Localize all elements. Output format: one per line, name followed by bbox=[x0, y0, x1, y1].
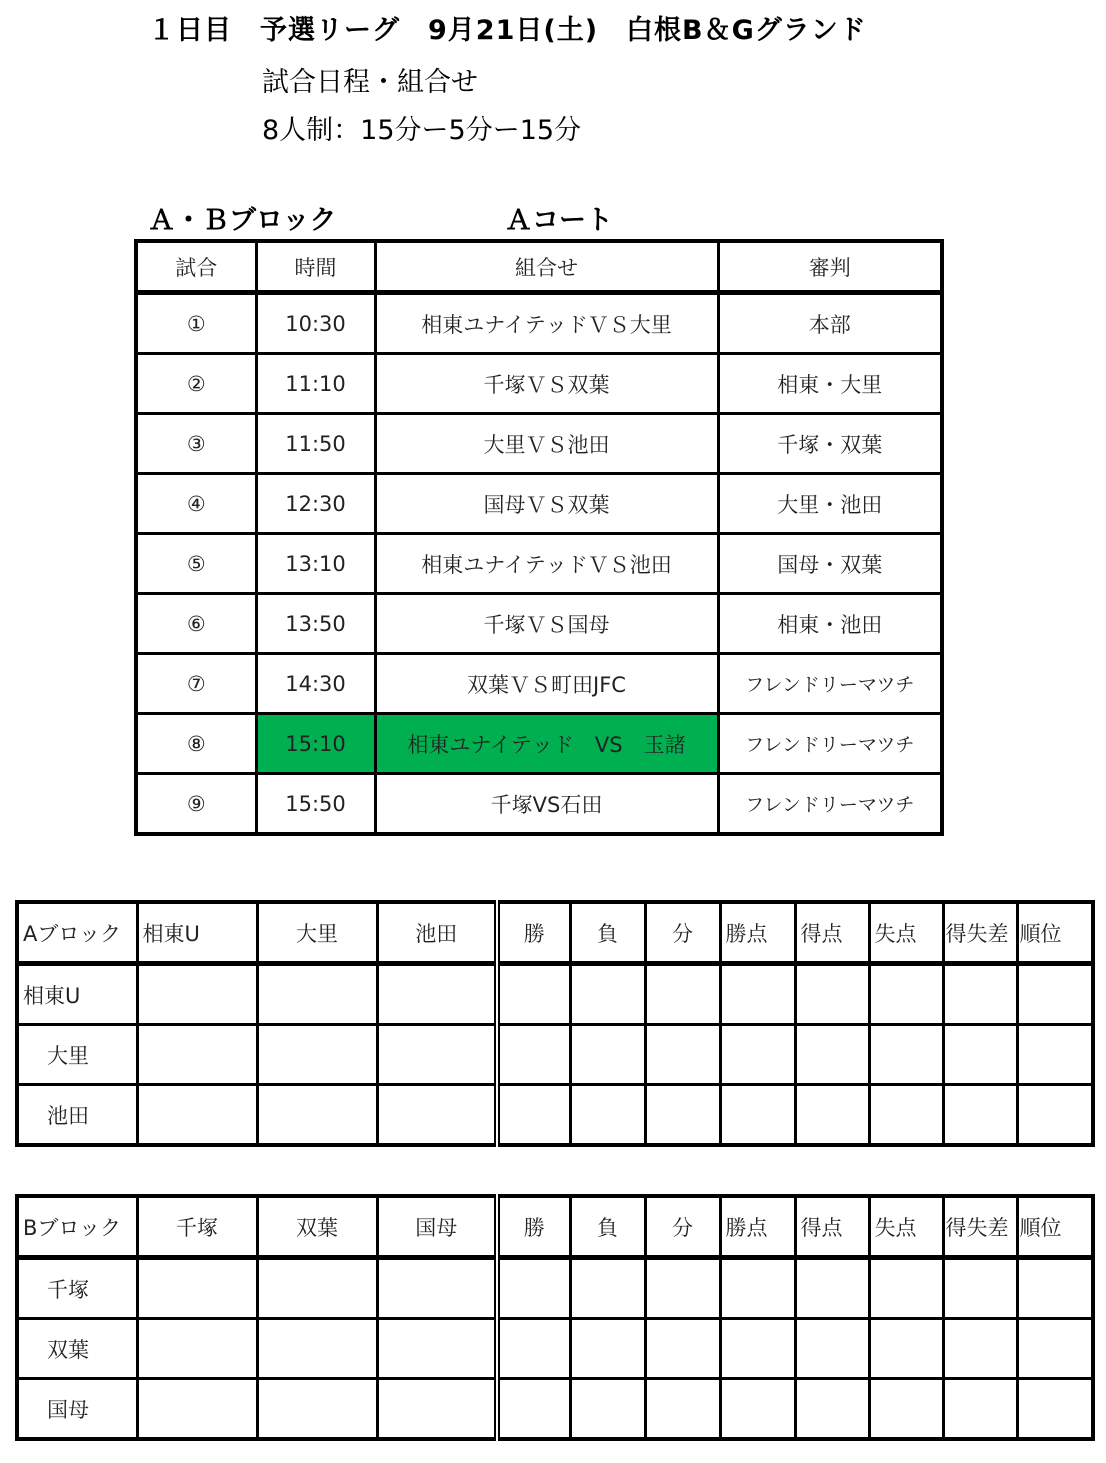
match-referee: 本部 bbox=[718, 293, 942, 354]
stat-header-goal-diff: 得失差 bbox=[943, 1196, 1017, 1258]
stat-cell bbox=[795, 1258, 869, 1319]
standings-row bbox=[17, 1025, 1093, 1085]
team-header: 池田 bbox=[377, 902, 497, 964]
match-no: ⑧ bbox=[136, 714, 256, 774]
stat-cell bbox=[1017, 964, 1093, 1025]
header-match-no: 試合 bbox=[136, 241, 256, 293]
team-name: 千塚 bbox=[17, 1258, 137, 1319]
stat-cell bbox=[869, 1319, 943, 1379]
header-time: 時間 bbox=[256, 241, 375, 293]
match-time: 13:10 bbox=[256, 534, 375, 594]
stat-cell bbox=[795, 964, 869, 1025]
match-referee: 千塚・双葉 bbox=[718, 414, 942, 474]
team-header: 国母 bbox=[377, 1196, 497, 1258]
stat-cell bbox=[720, 1319, 795, 1379]
stat-header-rank: 順位 bbox=[1017, 902, 1093, 964]
match-pairing: 大里ＶＳ池田 bbox=[375, 414, 718, 474]
block-a-standings bbox=[15, 900, 1095, 1147]
match-no: ① bbox=[136, 293, 256, 354]
match-referee: 国母・双葉 bbox=[718, 534, 942, 594]
stat-cell bbox=[1017, 1085, 1093, 1146]
stat-cell bbox=[869, 1258, 943, 1319]
match-format: 8人制：15分ー5分ー15分 bbox=[262, 115, 582, 146]
stat-cell bbox=[1017, 1258, 1093, 1319]
standings-header-row bbox=[17, 1196, 1093, 1258]
stat-cell bbox=[570, 1379, 645, 1440]
stat-cell bbox=[497, 1085, 570, 1146]
match-time: 13:50 bbox=[256, 594, 375, 654]
match-no: ② bbox=[136, 354, 256, 414]
stat-cell bbox=[1017, 1025, 1093, 1085]
stat-header-goals-for: 得点 bbox=[795, 1196, 869, 1258]
match-time: 15:10 bbox=[256, 714, 375, 774]
stat-cell bbox=[570, 1319, 645, 1379]
stat-cell bbox=[943, 1025, 1017, 1085]
result-cell bbox=[137, 1025, 257, 1085]
match-pairing: 双葉ＶＳ町田JFC bbox=[375, 654, 718, 714]
match-referee: 相東・池田 bbox=[718, 594, 942, 654]
block-name: Bブロック bbox=[17, 1196, 137, 1258]
team-name: 池田 bbox=[17, 1085, 137, 1146]
match-no: ⑨ bbox=[136, 774, 256, 835]
match-pairing: 千塚ＶＳ国母 bbox=[375, 594, 718, 654]
page-subtitle: 試合日程・組合せ bbox=[262, 67, 478, 98]
result-cell bbox=[137, 1379, 257, 1440]
schedule-row bbox=[136, 414, 942, 474]
header-pairing: 組合せ bbox=[375, 241, 718, 293]
match-pairing: 千塚ＶＳ双葉 bbox=[375, 354, 718, 414]
stat-cell bbox=[497, 1379, 570, 1440]
stat-cell bbox=[795, 1319, 869, 1379]
result-cell bbox=[377, 1379, 497, 1440]
stat-cell bbox=[869, 964, 943, 1025]
schedule-row bbox=[136, 354, 942, 414]
match-no: ④ bbox=[136, 474, 256, 534]
stat-cell bbox=[645, 964, 720, 1025]
stat-cell bbox=[570, 1085, 645, 1146]
stat-cell bbox=[570, 964, 645, 1025]
stat-header-losses: 負 bbox=[570, 1196, 645, 1258]
result-cell bbox=[137, 964, 257, 1025]
stat-cell bbox=[720, 1258, 795, 1319]
match-referee: 大里・池田 bbox=[718, 474, 942, 534]
schedule-row bbox=[136, 293, 942, 354]
result-cell bbox=[377, 964, 497, 1025]
schedule-row bbox=[136, 534, 942, 594]
schedule-row bbox=[136, 474, 942, 534]
match-time: 15:50 bbox=[256, 774, 375, 835]
schedule-row bbox=[136, 774, 942, 835]
schedule-row bbox=[136, 654, 942, 714]
stat-cell bbox=[645, 1319, 720, 1379]
match-pairing: 国母ＶＳ双葉 bbox=[375, 474, 718, 534]
result-cell bbox=[257, 964, 377, 1025]
result-cell bbox=[377, 1025, 497, 1085]
match-time: 12:30 bbox=[256, 474, 375, 534]
team-header: 千塚 bbox=[137, 1196, 257, 1258]
match-pairing: 相東ユナイテッド VS 玉諸 bbox=[375, 714, 718, 774]
stat-cell bbox=[943, 1319, 1017, 1379]
team-header: 相東U bbox=[137, 902, 257, 964]
result-cell bbox=[377, 1319, 497, 1379]
stat-cell bbox=[795, 1379, 869, 1440]
block-label: Ａ・Ｂブロック bbox=[148, 205, 337, 236]
match-time: 14:30 bbox=[256, 654, 375, 714]
stat-cell bbox=[720, 1379, 795, 1440]
match-no: ③ bbox=[136, 414, 256, 474]
stat-cell bbox=[497, 1258, 570, 1319]
stat-cell bbox=[1017, 1319, 1093, 1379]
stat-cell bbox=[570, 1258, 645, 1319]
standings-header-row bbox=[17, 902, 1093, 964]
match-time: 11:10 bbox=[256, 354, 375, 414]
stat-cell bbox=[869, 1085, 943, 1146]
result-cell bbox=[257, 1379, 377, 1440]
stat-cell bbox=[645, 1379, 720, 1440]
schedule-header-row bbox=[136, 241, 942, 293]
match-no: ⑥ bbox=[136, 594, 256, 654]
result-cell bbox=[377, 1258, 497, 1319]
stat-cell bbox=[497, 1319, 570, 1379]
stat-cell bbox=[645, 1085, 720, 1146]
stat-cell bbox=[720, 1025, 795, 1085]
match-time: 11:50 bbox=[256, 414, 375, 474]
stat-header-wins: 勝 bbox=[497, 1196, 570, 1258]
court-label: Ａコート bbox=[505, 205, 613, 236]
match-pairing: 相東ユナイテッドＶＳ池田 bbox=[375, 534, 718, 594]
standings-row bbox=[17, 1379, 1093, 1440]
stat-cell bbox=[943, 1085, 1017, 1146]
team-name: 国母 bbox=[17, 1379, 137, 1440]
schedule-table bbox=[134, 239, 944, 836]
match-time: 10:30 bbox=[256, 293, 375, 354]
result-cell bbox=[257, 1085, 377, 1146]
stat-cell bbox=[570, 1025, 645, 1085]
result-cell bbox=[137, 1258, 257, 1319]
stat-header-losses: 負 bbox=[570, 902, 645, 964]
result-cell bbox=[137, 1319, 257, 1379]
result-cell bbox=[257, 1025, 377, 1085]
team-header: 大里 bbox=[257, 902, 377, 964]
stat-cell bbox=[869, 1379, 943, 1440]
match-referee: フレンドリーマツチ bbox=[718, 714, 942, 774]
result-cell bbox=[377, 1085, 497, 1146]
stat-header-points: 勝点 bbox=[720, 1196, 795, 1258]
match-referee: 相東・大里 bbox=[718, 354, 942, 414]
stat-cell bbox=[645, 1025, 720, 1085]
block-b-standings bbox=[15, 1194, 1095, 1441]
schedule-row bbox=[136, 594, 942, 654]
match-no: ⑤ bbox=[136, 534, 256, 594]
match-pairing: 相東ユナイテッドＶＳ大里 bbox=[375, 293, 718, 354]
stat-cell bbox=[497, 964, 570, 1025]
stat-cell bbox=[720, 964, 795, 1025]
block-name: Aブロック bbox=[17, 902, 137, 964]
stat-header-goals-against: 失点 bbox=[869, 902, 943, 964]
stat-header-wins: 勝 bbox=[497, 902, 570, 964]
stat-cell bbox=[943, 1379, 1017, 1440]
team-name: 双葉 bbox=[17, 1319, 137, 1379]
stat-header-points: 勝点 bbox=[720, 902, 795, 964]
stat-cell bbox=[795, 1025, 869, 1085]
stat-cell bbox=[497, 1025, 570, 1085]
stat-header-draws: 分 bbox=[645, 902, 720, 964]
stat-cell bbox=[1017, 1379, 1093, 1440]
stat-header-goal-diff: 得失差 bbox=[943, 902, 1017, 964]
match-no: ⑦ bbox=[136, 654, 256, 714]
match-referee: フレンドリーマツチ bbox=[718, 774, 942, 835]
match-pairing: 千塚VS石田 bbox=[375, 774, 718, 835]
stat-header-draws: 分 bbox=[645, 1196, 720, 1258]
page-title: １日目 予選リーグ 9月21日(土) 白根B＆Gグランド bbox=[148, 15, 867, 46]
result-cell bbox=[257, 1319, 377, 1379]
header-referee: 審判 bbox=[718, 241, 942, 293]
result-cell bbox=[257, 1258, 377, 1319]
stat-header-goals-for: 得点 bbox=[795, 902, 869, 964]
team-name: 大里 bbox=[17, 1025, 137, 1085]
result-cell bbox=[137, 1085, 257, 1146]
standings-row bbox=[17, 964, 1093, 1025]
team-header: 双葉 bbox=[257, 1196, 377, 1258]
match-referee: フレンドリーマツチ bbox=[718, 654, 942, 714]
stat-cell bbox=[943, 1258, 1017, 1319]
stat-cell bbox=[720, 1085, 795, 1146]
stat-cell bbox=[795, 1085, 869, 1146]
stat-cell bbox=[943, 964, 1017, 1025]
standings-row bbox=[17, 1319, 1093, 1379]
stat-cell bbox=[645, 1258, 720, 1319]
team-name: 相東U bbox=[17, 964, 137, 1025]
stat-header-rank: 順位 bbox=[1017, 1196, 1093, 1258]
standings-row bbox=[17, 1258, 1093, 1319]
schedule-row-highlighted bbox=[136, 714, 942, 774]
stat-cell bbox=[869, 1025, 943, 1085]
standings-row bbox=[17, 1085, 1093, 1146]
stat-header-goals-against: 失点 bbox=[869, 1196, 943, 1258]
